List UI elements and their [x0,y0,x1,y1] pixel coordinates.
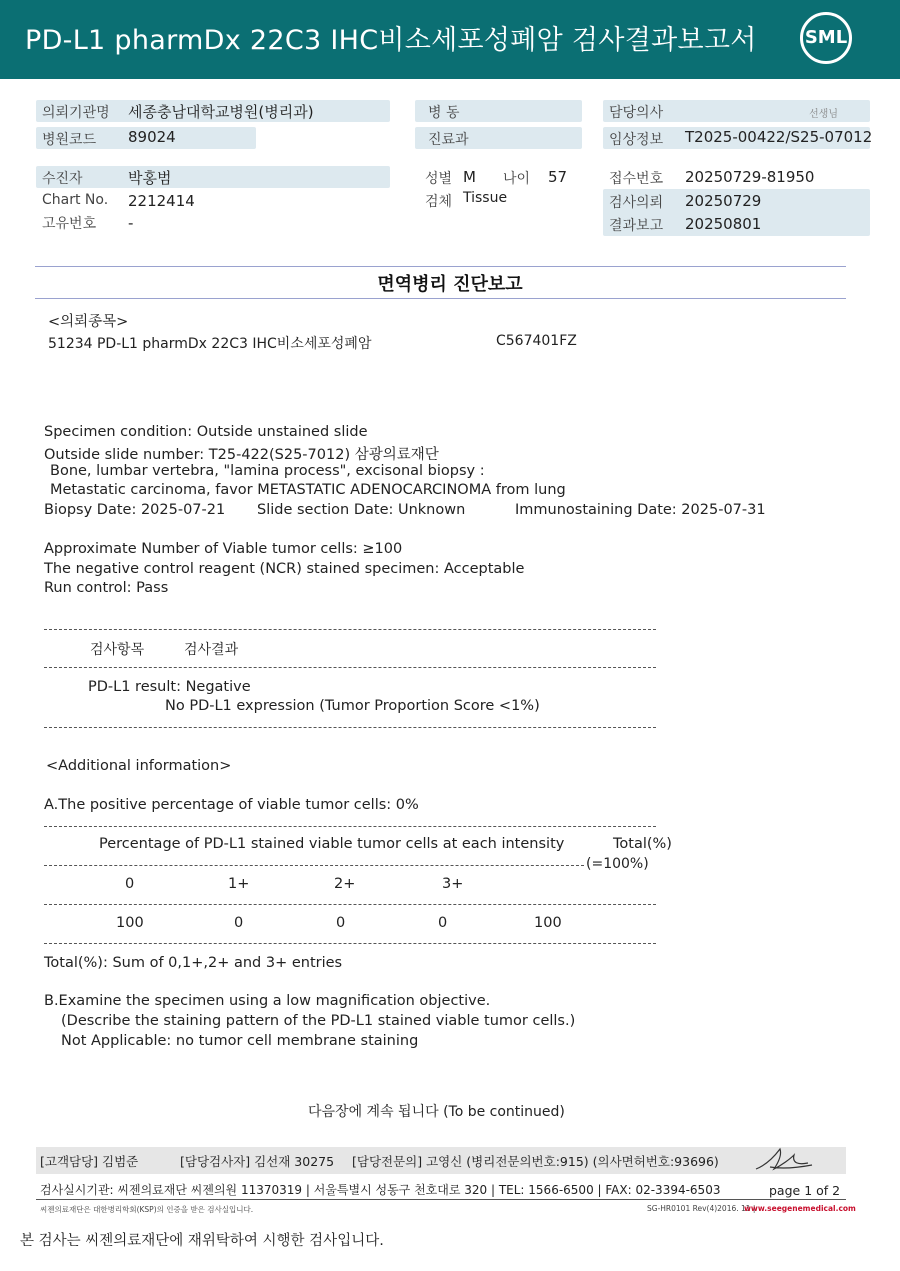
intensity-table-header: Percentage of PD-L1 stained viable tumor cells at each intensity [99,836,565,852]
intensity-1plus: 1+ [228,876,250,892]
age-value: 57 [548,168,568,186]
order-item-code: C567401FZ [496,333,577,349]
specimen-condition: Specimen condition: Outside unstained slide [44,424,368,440]
tester: [담당검사자] 김선재 30275 [180,1154,335,1169]
sml-logo [800,12,852,64]
pdl1-expression: No PD-L1 expression (Tumor Proportion Score <1%) [165,698,540,714]
patient-value: 박홍범 [128,169,172,187]
result-divider-top [44,629,656,630]
total-definition: Total(%): Sum of 0,1+,2+ and 3+ entries [44,955,343,971]
value-2plus: 0 [336,915,346,931]
result-divider-bottom [44,727,656,728]
sex-label: 성별 [425,171,453,187]
positive-percentage: A.The positive percentage of viable tumor cells: 0% [44,797,419,813]
staining-pattern-note: (Describe the staining pattern of the PD-L1 stained viable tumor cells.) [61,1013,576,1029]
intensity-divider-3 [44,904,656,905]
slide-section-date: Slide section Date: Unknown [257,502,466,518]
report-title: PD-L1 pharmDx 22C3 IHC비소세포성폐암 검사결과보고서 [25,25,757,56]
signature-icon [752,1145,816,1175]
intensity-3plus: 3+ [442,876,464,892]
institution-label: 의뢰기관명 [42,105,110,121]
report-header [0,0,900,79]
doctor-label: 담당의사 [609,105,664,121]
code-value: 89024 [128,128,176,146]
section-top-rule [35,266,846,267]
intensity-divider-4 [44,943,656,944]
uid-value: - [128,214,134,232]
ward-label: 병 동 [428,105,460,121]
chart-label: Chart No. [42,192,109,208]
footer-rule [36,1199,846,1200]
request-value: 20250729 [685,192,762,210]
result-divider-mid [44,667,656,668]
continued-note: 다음장에 계속 됩니다 (To be continued) [308,1104,565,1120]
staining-pattern-result: Not Applicable: no tumor cell membrane staining [61,1033,419,1049]
pdl1-result: PD-L1 result: Negative [88,679,251,695]
patient-label: 수진자 [42,171,83,187]
section-title: 면역병리 진단보고 [377,274,523,295]
biopsy-date: Biopsy Date: 2025-07-21 [44,502,226,518]
clinical-value: T2025-00422/S25-07012 [685,128,873,146]
chart-value: 2212414 [128,192,195,210]
result-col-result: 검사결과 [184,642,239,658]
intensity-divider-2 [44,865,584,866]
immunostaining-date: Immunostaining Date: 2025-07-31 [515,502,766,518]
value-3plus: 0 [438,915,448,931]
specimen-label: 검체 [425,194,453,210]
result-col-item: 검사항목 [90,642,145,658]
uid-label: 고유번호 [42,216,97,232]
patient-box [36,166,390,188]
website-link[interactable]: www.seegenemedical.com [744,1204,856,1213]
ncr-status: The negative control reagent (NCR) stained specimen: Acceptable [44,561,525,577]
outside-slide-number: Outside slide number: T25-422(S25-7012) 삼광의료재단 [44,447,439,463]
doctor-suffix: 선생님 [809,109,838,120]
specimen-site: Bone, lumbar vertebra, "lamina process", excisonal biopsy : [50,463,485,479]
ksp-certification: 씨젠의료재단은 대한병리학회(KSP)의 인증을 받은 검사실입니다. [40,1205,254,1214]
report-date-value: 20250801 [685,215,762,233]
code-label: 병원코드 [42,132,97,148]
viable-tumor-cells: Approximate Number of Viable tumor cells: ≥100 [44,541,403,557]
receipt-value: 20250729-81950 [685,168,815,186]
total-note: (=100%) [586,856,649,872]
clinical-label: 임상정보 [609,132,664,148]
intensity-0: 0 [125,876,135,892]
outsourcing-note: 본 검사는 씨젠의료재단에 재위탁하여 시행한 검사입니다. [20,1233,384,1249]
institution-value: 세종충남대학교병원(병리과) [128,103,314,121]
request-label: 검사의뢰 [609,195,664,211]
value-total: 100 [534,915,562,931]
total-header: Total(%) [613,836,672,852]
revision: SG-HR0101 Rev(4)2016. 11 | [647,1204,756,1213]
order-heading: <의뢰종목> [48,314,129,330]
specimen-diagnosis: Metastatic carcinoma, favor METASTATIC ADENOCARCINOMA from lung [50,482,566,498]
logo-text: SML [804,27,848,48]
run-control: Run control: Pass [44,580,169,596]
report-date-label: 결과보고 [609,218,664,234]
value-1plus: 0 [234,915,244,931]
low-magnification-title: B.Examine the specimen using a low magnification objective. [44,993,491,1009]
receipt-label: 접수번호 [609,171,664,187]
section-bottom-rule [35,298,846,299]
sex-value: M [463,168,476,186]
intensity-2plus: 2+ [334,876,356,892]
value-0: 100 [116,915,144,931]
dept-label: 진료과 [428,132,469,148]
order-item: 51234 PD-L1 pharmDx 22C3 IHC비소세포성폐암 [48,336,372,352]
intensity-divider-1 [44,826,656,827]
lab-info: 검사실시기관: 씨젠의료재단 씨젠의원 11370319 | 서울특별시 성동구 천호대로 320 | TEL: 1566-6500 | FAX: 02-3394-6503 [40,1183,721,1197]
specimen-value: Tissue [463,190,508,206]
page-number: page 1 of 2 [769,1183,841,1198]
additional-heading: <Additional information> [46,758,232,774]
age-label: 나이 [503,171,531,187]
pathologist: [담당전문의] 고영신 (병리전문의번호:915) (의사면허번호:93696) [352,1154,719,1169]
customer-staff: [고객담당] 김범준 [40,1154,139,1169]
